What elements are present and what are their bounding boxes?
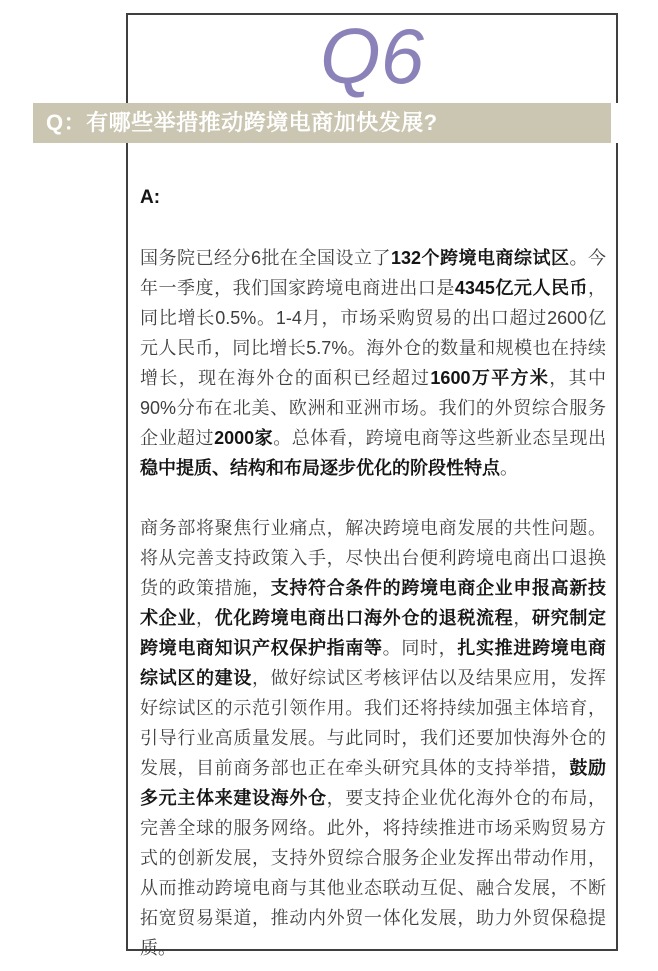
answer-paragraph-measures: 商务部将聚焦行业痛点，解决跨境电商发展的共性问题。将从完善支持政策入手，尽快出台便利跨境电商出口退换货的政策措施，支持符合条件的跨境电商企业申报高新技术企业，优化跨境电商出口海外仓的退税流程，研究制定跨境电商知识产权保护指南等。同时，扎实推进跨境电商综试区的建设，做好综试区考核评估以及结果应用，发挥好综试区的示范引领作用。我们还将持续加强主体培育，引导行业高质量发展。与此同时，我们还要加快海外仓的发展，目前商务部也正在牵头研究具体的支持举措，鼓励多元主体来建设海外仓，要支持企业优化海外仓的布局，完善全球的服务网络。此外，将持续推进市场采购贸易方式的创新发展，支持外贸综合服务企业发挥出带动作用，从而推动跨境电商与其他业态联动互促、融合发展，不断拓宽贸易渠道，推动内外贸一体化发展，助力外贸保稳提质。 (140, 518, 607, 958)
question-bar-text: Q：有哪些举措推动跨境电商加快发展? (46, 110, 438, 135)
answer-section (140, 183, 606, 963)
question-number-heading: Q6 (319, 12, 425, 100)
question-bar (33, 103, 621, 143)
answer-paragraph-overview: 国务院已经分6批在全国设立了132个跨境电商综试区。今年一季度，我们国家跨境电商进出口是4345亿元人民币，同比增长0.5%。1-4月，市场采购贸易的出口超过2600亿元人民币，同比增长5.7%。海外仓的数量和规模也在持续增长，现在海外仓的面积已经超过1600万平方米，其中90%分布在北美、欧洲和亚洲市场。我们的外贸综合服务企业超过2000家。总体看，跨境电商等这些新业态呈现出稳中提质、结构和布局逐步优化的阶段性特点。 (140, 248, 607, 478)
answer-label: A: (140, 187, 161, 208)
